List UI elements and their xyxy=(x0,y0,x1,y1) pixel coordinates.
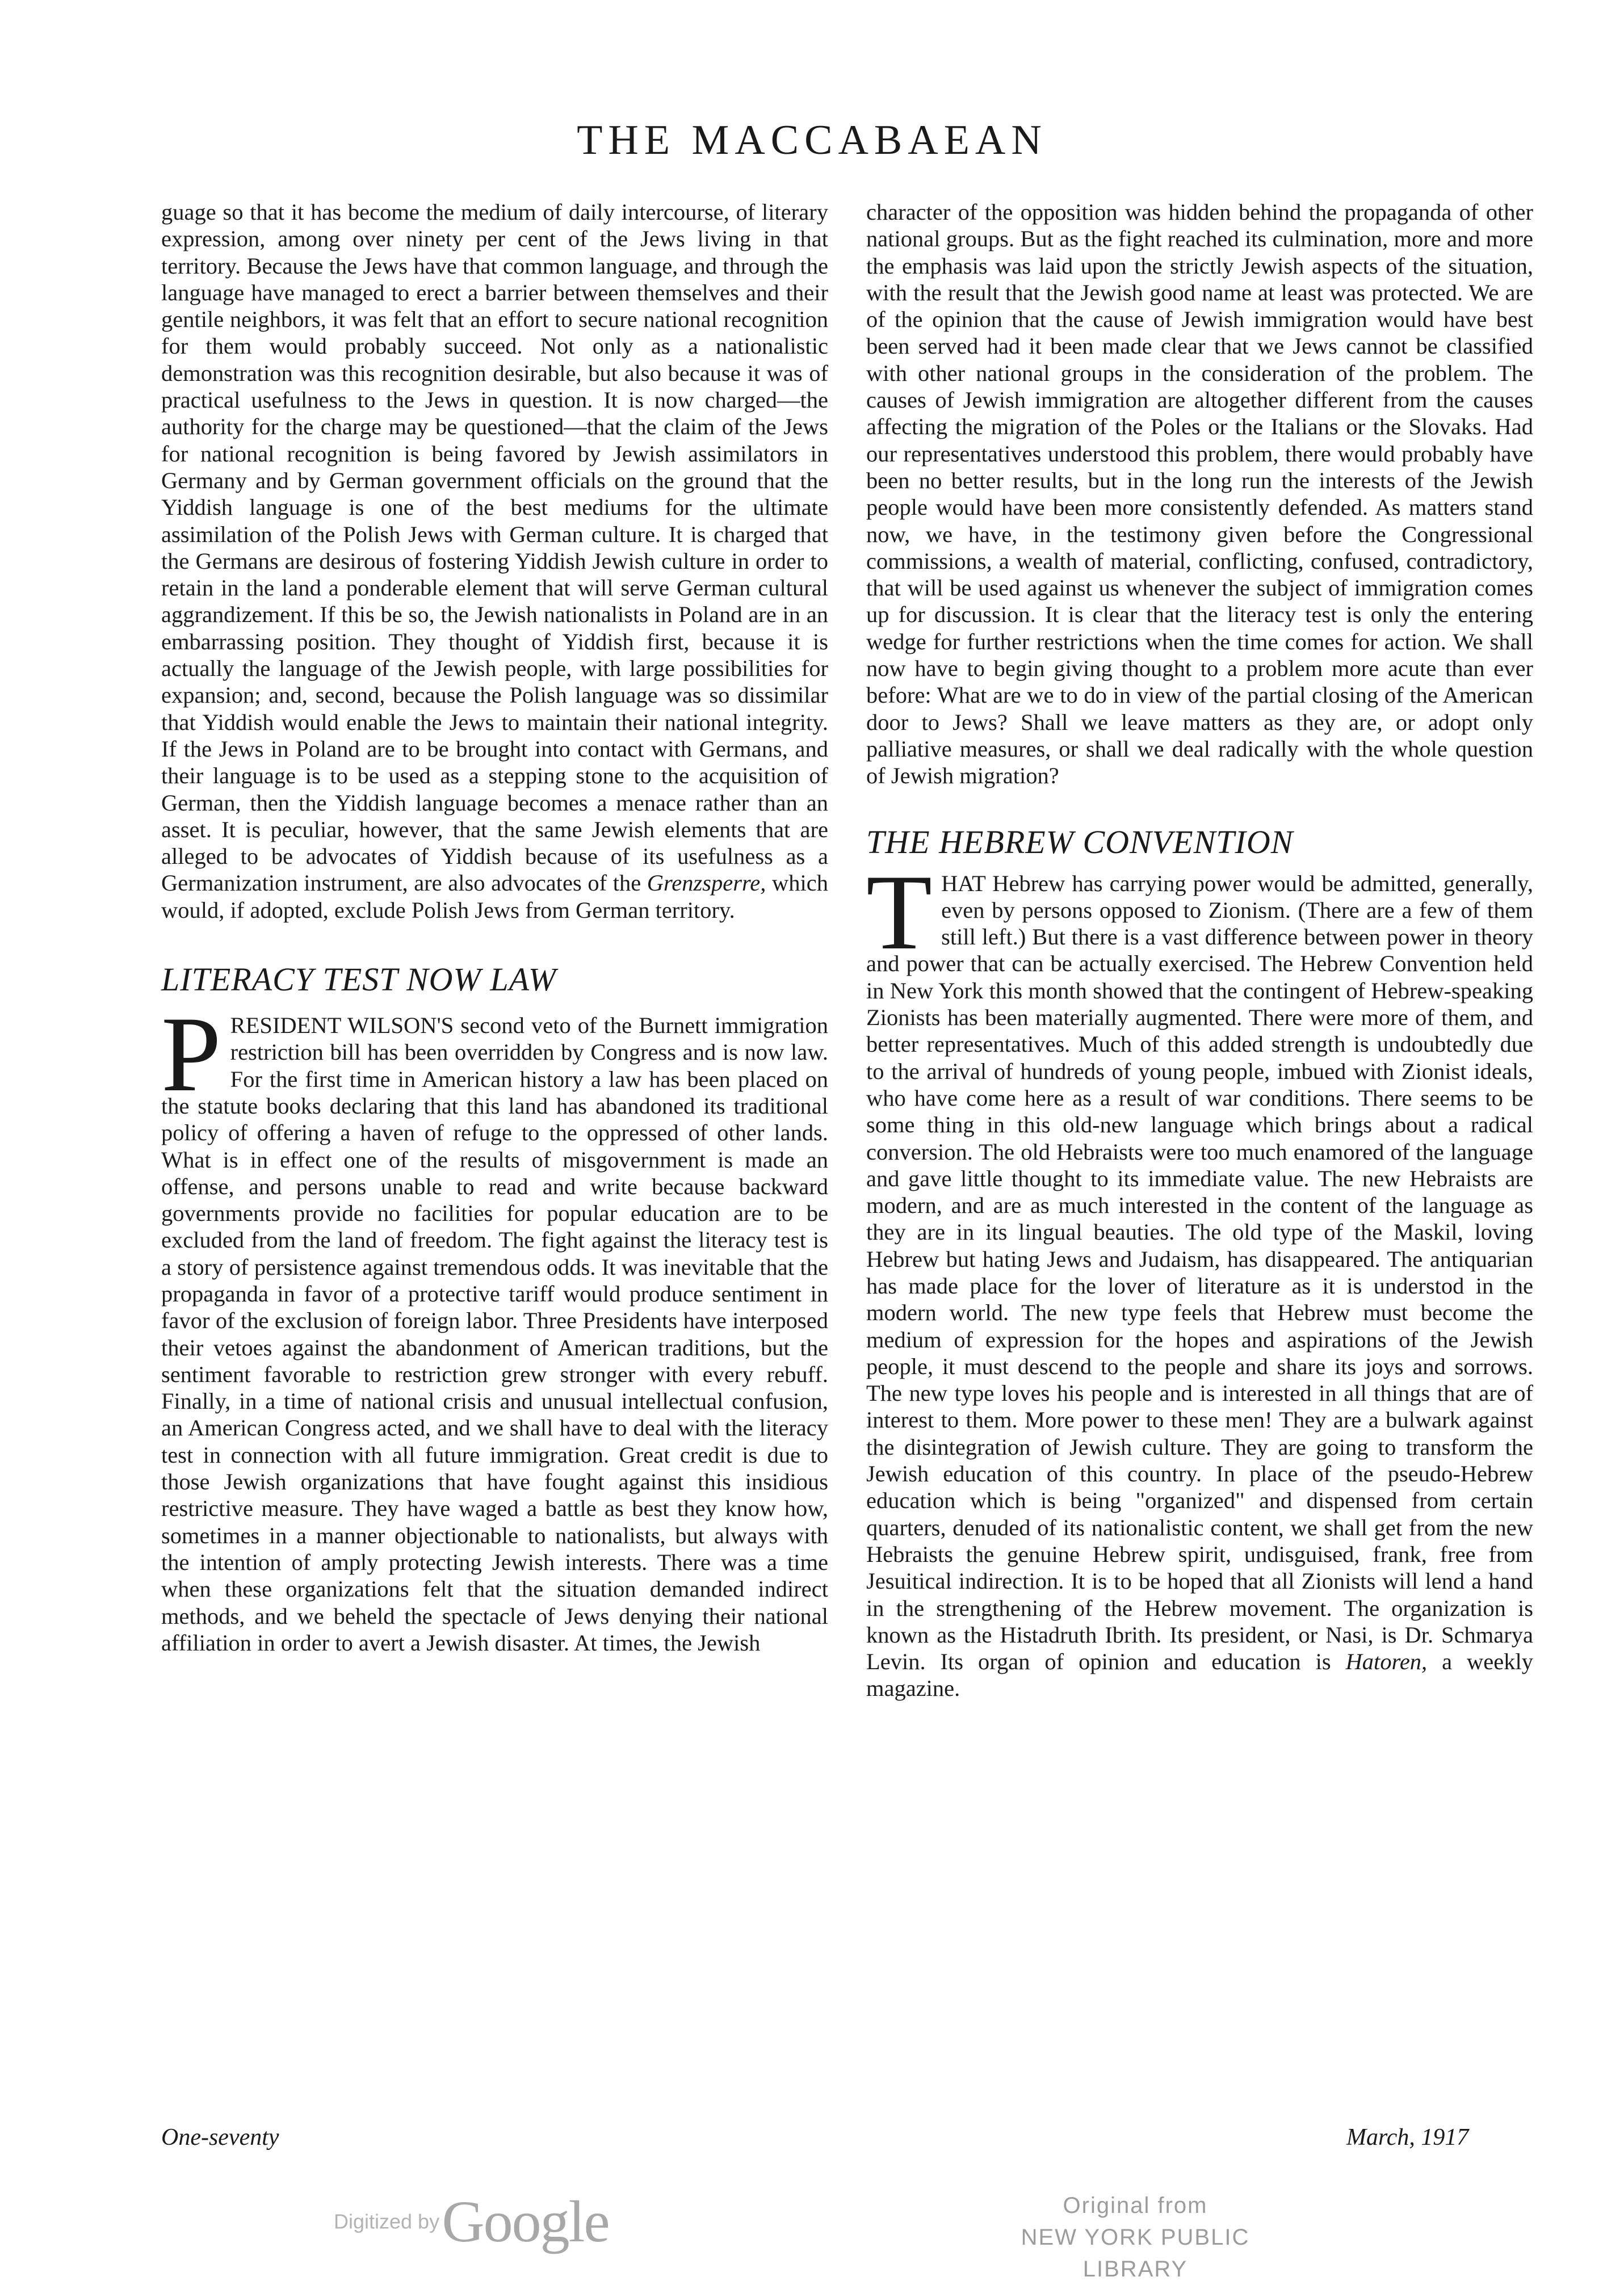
dropcap-p: P xyxy=(161,995,221,1115)
masthead: THE MACCABAEAN xyxy=(577,117,1047,163)
literacy-continued: character of the opposition was hidden behind the propaganda of other national groups. But as the fight reached its culmination, more and more the emphasis was laid upon the strictly Jewish aspects of the situation, with the result that the Jewish good name at least was protected. We are of the opinion that the cause of Jewish immigration would have best been served had it been made clear that we Jews cannot be classified with other national groups in the consideration of the problem. The causes of Jewish immigration are altogether different from the causes affecting the migration of the Poles or the Italians or the Slovaks. Had our representatives understood this problem, there would probably have been no better results, but in the long run the interests of the Jewish people would have been more consistently defended. As matters stand now, we have, in the testimony given before the Congressional commissions, a wealth of material, conflicting, confused, contradictory, that will be used against us whenever the subject of immigration comes up for discussion. It is clear that the literacy test is only the entering wedge for further restrictions when the time comes for action. We shall now have to begin giving thought to a problem more acute than ever before: What are we to do in view of the partial closing of the American door to Jews? Shall we leave matters as they are, or adopt only palliative measures, or shall we deal radically with the whole question of Jewish migration? xyxy=(866,199,1533,789)
left-column xyxy=(161,199,828,1656)
dropcap-t: T xyxy=(866,852,933,972)
italic-term: Grenzsperre, xyxy=(647,870,766,896)
original-from-label: Original from xyxy=(1063,2193,1208,2218)
digitized-by-label: Digitized by xyxy=(334,2210,440,2233)
hebrew-heading: THE HEBREW CONVENTION xyxy=(866,823,1294,860)
continuation-text: guage so that it has become the medium of daily intercourse, of literary expression, among over ninety per cent of the Jews living in that territory. Because the Jews have that common language, and through the language have managed to erect a barrier between themselves and their gentile neighbors, it was felt that an effort to secure national recognition for them would probably succeed. Not only as a nationalistic demonstration was this recognition desirable, but also because it was of practical usefulness to the Jews in question. It is now charged—the authority for the charge may be questioned—that the claim of the Jews for national recognition is being favored by Jewish assimilators in Germany and by German government officials on the ground that the Yiddish language is one of the best mediums for the ultimate assimilation of the Polish Jews with German culture. It is charged that the Germans are desirous of fostering Yiddish Jewish culture in order to retain in the land a ponderable element that will serve German cultural aggrandizement. If this be so, the Jewish nationalists in Poland are in an embarrassing position. They thought of Yiddish first, because it is actually the language of the Jewish people, with large possibilities for expansion; and, second, because the Polish language was so dissimilar that Yiddish would enable the Jews to maintain their national integrity. If the Jews in Poland are to be brought into contact with Germans, and their language is to be used as a stepping stone to the acquisition of German, then the Yiddish language becomes a menace rather than an asset. It is peculiar, however, that the same Jewish elements that are alleged to be advocates of Yiddish because of its usefulness as a Germanization instrument, are also advocates of the xyxy=(161,199,828,896)
literacy-text: RESIDENT WILSON'S second veto of the Burnett immigration restriction bill has been overridden by Congress and is now law. For the first time in American history a law has been placed on the statute books declaring that this land has abandoned its traditional policy of offering a haven of refuge to the oppressed of other lands. What is in effect one of the results of misgovernment is made an offense, and persons unable to read and write because backward governments provide no facilities for popular education are to be excluded from the land of freedom. The fight against the literacy test is a story of persistence against tremendous odds. It was inevitable that the propaganda in favor of a protective tariff would produce sentiment in favor of the exclusion of foreign labor. Three Presidents have interposed their vetoes against the abandonment of American traditions, but the sentiment favorable to restriction grew stronger with every rebuff. Finally, in a time of national crisis and unusual intellectual confusion, an American Congress acted, and we shall have to deal with the literacy test in connection with all future immigration. Great credit is due to those Jewish organizations that have fought against this insidious restrictive measure. They have waged a battle as best they know how, sometimes in a manner objectionable to nationalists, but always with the intention of amply protecting Jewish interests. There was a time when these organizations felt that the situation demanded indirect methods, and we beheld the spectacle of Jews denying their national affiliation in order to avert a Jewish disaster. At times, the Jewish xyxy=(161,1013,828,1656)
library-label: NEW YORK PUBLIC LIBRARY xyxy=(1021,2225,1250,2282)
literacy-heading: LITERACY TEST NOW LAW xyxy=(161,961,557,998)
continuation-end: which would, if adopted, exclude Polish Jews from German territory. xyxy=(161,870,828,923)
hebrew-italic: Hatoren, xyxy=(1345,1649,1428,1675)
hebrew-text: HAT Hebrew has carrying power would be admitted, generally, even by persons opposed to Zionism. (There are a few of them still left.) But there is a vast difference between power in theory and power that can be actually exercised. The Hebrew Convention held in New York this month showed that the contingent of Hebrew-speaking Zionists has been materially augmented. There were more of them, and better representatives. Much of this added strength is undoubtedly due to the arrival of hundreds of young people, imbued with Zionist ideals, who have come here as a result of war conditions. There seems to be some thing in this old-new language which brings about a radical conversion. The old Hebraists were too much enamored of the language and gave little thought to its immediate value. The new Hebraists are modern, and are as much interested in the content of the language as they are in its lingual beauties. The old type of the Maskil, loving Hebrew but hating Jews and Judaism, has disappeared. The antiquarian has made place for the lover of literature as it is understod in the modern world. The new type feels that Hebrew must become the medium of expression for the hopes and aspirations of the Jewish people, it must descend to the people and share its joys and sorrows. The new type loves his people and is interested in all things that are of interest to them. More power to these men! They are a bulwark against the disintegration of Jewish culture. They are going to transform the Jewish education of this country. In place of the pseudo-Hebrew education which is being "organized" and dispensed from certain quarters, denuded of its nationalistic content, we shall get from the new Hebraists the genuine Hebrew spirit, undisguised, frank, free from Jesuitical indirection. It is to be hoped that all Zionists will lend a hand in the strengthening of the Hebrew movement. The organization is known as the Histadruth Ibrith. Its president, or Nasi, is Dr. Schmarya Levin. Its organ of opinion and education is xyxy=(866,870,1533,1675)
article-continuation xyxy=(161,199,828,923)
digitized-watermark xyxy=(334,2188,609,2255)
hebrew-end: a weekly magazine. xyxy=(866,1649,1533,1702)
literacy-article xyxy=(161,995,828,1656)
source-watermark xyxy=(965,2190,1306,2285)
google-logo: Google xyxy=(442,2189,609,2254)
hebrew-article xyxy=(866,852,1533,1702)
right-column xyxy=(866,199,1533,1702)
page-number: One-seventy xyxy=(161,2124,279,2150)
issue-date: March, 1917 xyxy=(1346,2124,1469,2150)
